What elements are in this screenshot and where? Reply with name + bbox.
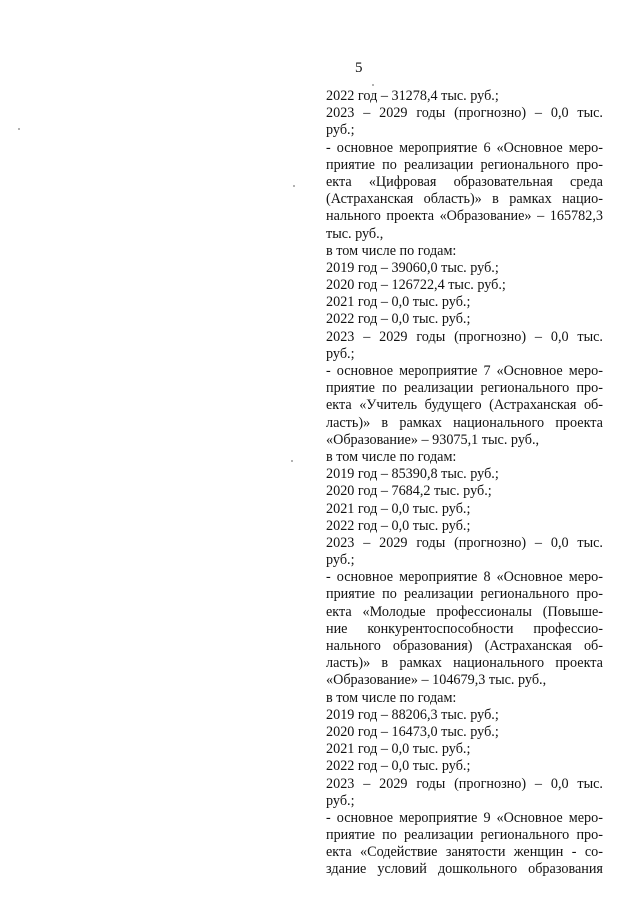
text-word: - <box>326 569 331 586</box>
text-word: 2029 <box>379 534 408 551</box>
text-line: 2019 год – 39060,0 тыс. руб.; <box>326 259 499 276</box>
text-word: рамках <box>399 414 442 431</box>
text-line: 2020 год – 16473,0 тыс. руб.; <box>326 723 499 740</box>
text-word: мероприятие <box>399 569 478 586</box>
text-word: профессионалы <box>436 603 532 620</box>
text-word: нального <box>326 638 381 654</box>
text-line: в том числе по годам: <box>326 448 457 465</box>
text-word: мероприятие <box>399 139 478 156</box>
text-word: годы <box>416 775 446 792</box>
text-word: по <box>382 586 397 603</box>
text-word: 0,0 <box>550 775 569 792</box>
text-word: про- <box>576 380 603 397</box>
text-word: 6 <box>483 139 491 156</box>
text-word: - <box>326 363 331 379</box>
text-line <box>326 191 603 208</box>
text-line: 2022 год – 0,0 тыс. руб.; <box>326 517 471 534</box>
text-word: 0,0 <box>550 328 569 345</box>
scan-speck <box>18 128 20 130</box>
text-word: «Содействие <box>360 844 438 861</box>
text-word: национального <box>453 414 545 431</box>
text-word: 0,0 <box>550 105 569 122</box>
text-word: ние <box>326 620 348 637</box>
text-word: меро- <box>568 809 603 826</box>
text-line <box>326 363 603 380</box>
text-line <box>326 415 603 432</box>
text-word: 8 <box>483 569 491 586</box>
text-line <box>326 397 603 414</box>
text-word: реализации <box>404 586 474 603</box>
text-word: по <box>382 156 397 173</box>
text-word: рамках <box>509 191 552 208</box>
text-word: по <box>382 380 397 397</box>
text-line <box>326 655 603 672</box>
text-word: – <box>534 775 543 792</box>
text-word: реализации <box>404 827 474 844</box>
text-line <box>326 827 603 844</box>
text-word: 0,0 <box>550 534 569 551</box>
text-word: об- <box>583 638 603 654</box>
text-word: про- <box>576 586 603 603</box>
text-word: – <box>363 105 371 122</box>
text-word: годы <box>416 105 446 122</box>
text-word: тыс. <box>577 105 603 122</box>
text-word: (прогнозно) <box>454 105 527 122</box>
text-word: женщин <box>513 844 564 861</box>
text-word: мероприятие <box>399 809 478 826</box>
text-line: 2021 год – 0,0 тыс. руб.; <box>326 741 471 758</box>
text-line <box>326 380 603 397</box>
text-word: приятие <box>326 156 375 173</box>
text-word: приятие <box>326 380 375 397</box>
text-word: тыс. <box>577 534 603 551</box>
text-word: про- <box>576 827 603 844</box>
text-word: будущего <box>424 397 482 414</box>
text-line <box>326 604 603 621</box>
text-line <box>326 105 603 122</box>
text-line: руб.; <box>326 792 355 809</box>
text-word: «Основное <box>496 363 563 379</box>
text-line: «Образование» – 104679,3 тыс. руб., <box>326 672 547 689</box>
text-word: «Молодые <box>362 603 426 620</box>
scan-speck <box>291 460 293 462</box>
text-word: 2029 <box>379 328 408 345</box>
text-word: 7 <box>483 363 491 379</box>
text-line: 2019 год – 88206,3 тыс. руб.; <box>326 706 499 723</box>
text-line: 2021 год – 0,0 тыс. руб.; <box>326 294 471 311</box>
text-word: 2023 <box>326 328 355 345</box>
text-line <box>326 586 603 603</box>
text-word: 2029 <box>379 775 408 792</box>
text-word: образования <box>528 861 603 878</box>
text-word: регионального <box>480 586 570 603</box>
text-word: приятие <box>326 586 375 603</box>
text-word: ласть)» <box>326 414 371 431</box>
text-word: проекта <box>555 655 603 672</box>
text-column <box>326 88 603 879</box>
text-word: основное <box>336 139 394 156</box>
text-line: 2019 год – 85390,8 тыс. руб.; <box>326 466 499 483</box>
text-line <box>326 157 603 174</box>
text-line: 2022 год – 0,0 тыс. руб.; <box>326 758 471 775</box>
text-word: в <box>492 191 499 208</box>
text-word: про- <box>576 156 603 173</box>
text-word: по <box>382 827 397 844</box>
text-word: – <box>363 534 371 551</box>
text-word: занятости <box>445 844 506 861</box>
text-word: (прогнозно) <box>454 534 527 551</box>
text-word: – <box>534 534 543 551</box>
text-line: 2020 год – 126722,4 тыс. руб.; <box>326 277 506 294</box>
text-word: регионального <box>480 827 570 844</box>
text-line <box>326 174 603 191</box>
text-word: – <box>363 328 371 345</box>
text-word: нального <box>326 208 381 225</box>
text-word: (прогнозно) <box>454 328 527 345</box>
text-line: «Образование» – 93075,1 тыс. руб., <box>326 431 540 448</box>
text-word: основное <box>336 809 394 826</box>
text-word: национального <box>453 655 545 672</box>
text-word: - <box>326 139 331 156</box>
text-word: годы <box>416 534 446 551</box>
text-line <box>326 844 603 861</box>
text-line <box>326 329 603 346</box>
text-word: нацио- <box>562 191 603 208</box>
text-word: - <box>326 809 331 826</box>
text-word: годы <box>416 328 446 345</box>
text-word: 2023 <box>326 105 355 122</box>
text-word: в <box>381 414 389 431</box>
text-word: екта <box>326 397 352 414</box>
text-word: – <box>534 328 543 345</box>
text-word: условий <box>377 861 427 878</box>
text-line: руб.; <box>326 345 355 362</box>
text-word: образовательная <box>453 173 553 190</box>
text-word: – <box>363 775 371 792</box>
text-word: основное <box>336 363 394 379</box>
text-word: ласть)» <box>326 655 371 672</box>
text-word: реализации <box>404 380 474 397</box>
text-word: мероприятие <box>399 363 478 379</box>
scan-speck <box>293 185 295 187</box>
text-word: рамках <box>399 655 442 672</box>
text-line <box>326 810 603 827</box>
text-word: конкурентоспособности <box>367 620 514 637</box>
text-word: область)» <box>423 191 482 208</box>
text-word: в <box>381 655 389 672</box>
text-word: (Астраханская <box>489 397 577 414</box>
text-line: в том числе по годам: <box>326 242 457 259</box>
text-word: 2029 <box>379 105 408 122</box>
text-word: меро- <box>568 139 603 156</box>
text-word: здание <box>326 861 367 878</box>
text-word: дошкольного <box>437 861 518 878</box>
text-line <box>326 638 603 655</box>
text-word: «Учитель <box>359 397 418 414</box>
text-word: об- <box>583 397 603 414</box>
text-line <box>326 569 603 586</box>
text-line <box>326 208 603 225</box>
text-word: - <box>571 844 577 861</box>
text-word: «Основное <box>496 569 563 586</box>
text-word: реализации <box>404 156 474 173</box>
text-word: основное <box>336 569 394 586</box>
text-word: регионального <box>480 380 570 397</box>
text-word: меро- <box>568 569 603 586</box>
text-word: – <box>537 208 545 225</box>
text-word: 9 <box>483 809 491 826</box>
text-word: (прогнозно) <box>454 775 527 792</box>
text-word: меро- <box>568 363 603 379</box>
text-line: тыс. руб., <box>326 225 384 242</box>
text-word: тыс. <box>577 328 603 345</box>
text-line <box>326 776 603 793</box>
text-word: (Астраханская <box>326 191 414 208</box>
text-line: руб.; <box>326 552 355 569</box>
page-number: 5 <box>355 60 363 76</box>
text-word: «Основное <box>496 809 563 826</box>
text-line <box>326 861 603 878</box>
text-line: руб.; <box>326 122 355 139</box>
text-word: проекта <box>386 208 435 225</box>
text-word: среда <box>569 173 603 190</box>
text-line <box>326 140 603 157</box>
text-word: проекта <box>555 414 603 431</box>
text-word: «Основное <box>496 139 563 156</box>
text-line: 2020 год – 7684,2 тыс. руб.; <box>326 483 492 500</box>
text-line <box>326 535 603 552</box>
text-word: «Цифровая <box>368 173 437 190</box>
text-line: 2022 год – 31278,4 тыс. руб.; <box>326 88 499 104</box>
text-word: 2023 <box>326 775 355 792</box>
text-word: (Астраханская <box>484 638 572 654</box>
text-word: тыс. <box>577 775 603 792</box>
text-word: со- <box>584 844 603 861</box>
scan-speck <box>372 84 374 86</box>
text-word: екта <box>326 603 352 620</box>
text-line <box>326 621 603 638</box>
text-word: приятие <box>326 827 375 844</box>
text-word: 2023 <box>326 534 355 551</box>
text-word: 165782,3 <box>549 208 603 225</box>
text-word: (Повыше- <box>542 603 603 620</box>
text-line: 2021 год – 0,0 тыс. руб.; <box>326 500 471 517</box>
text-word: регионального <box>480 156 570 173</box>
text-line: в том числе по годам: <box>326 689 457 706</box>
text-word: «Образование» <box>439 208 532 225</box>
text-word: – <box>534 105 543 122</box>
text-word: образования) <box>392 638 473 654</box>
text-line: 2022 год – 0,0 тыс. руб.; <box>326 311 471 328</box>
text-word: профессио- <box>533 620 603 637</box>
text-word: екта <box>326 173 352 190</box>
text-word: екта <box>326 844 352 861</box>
